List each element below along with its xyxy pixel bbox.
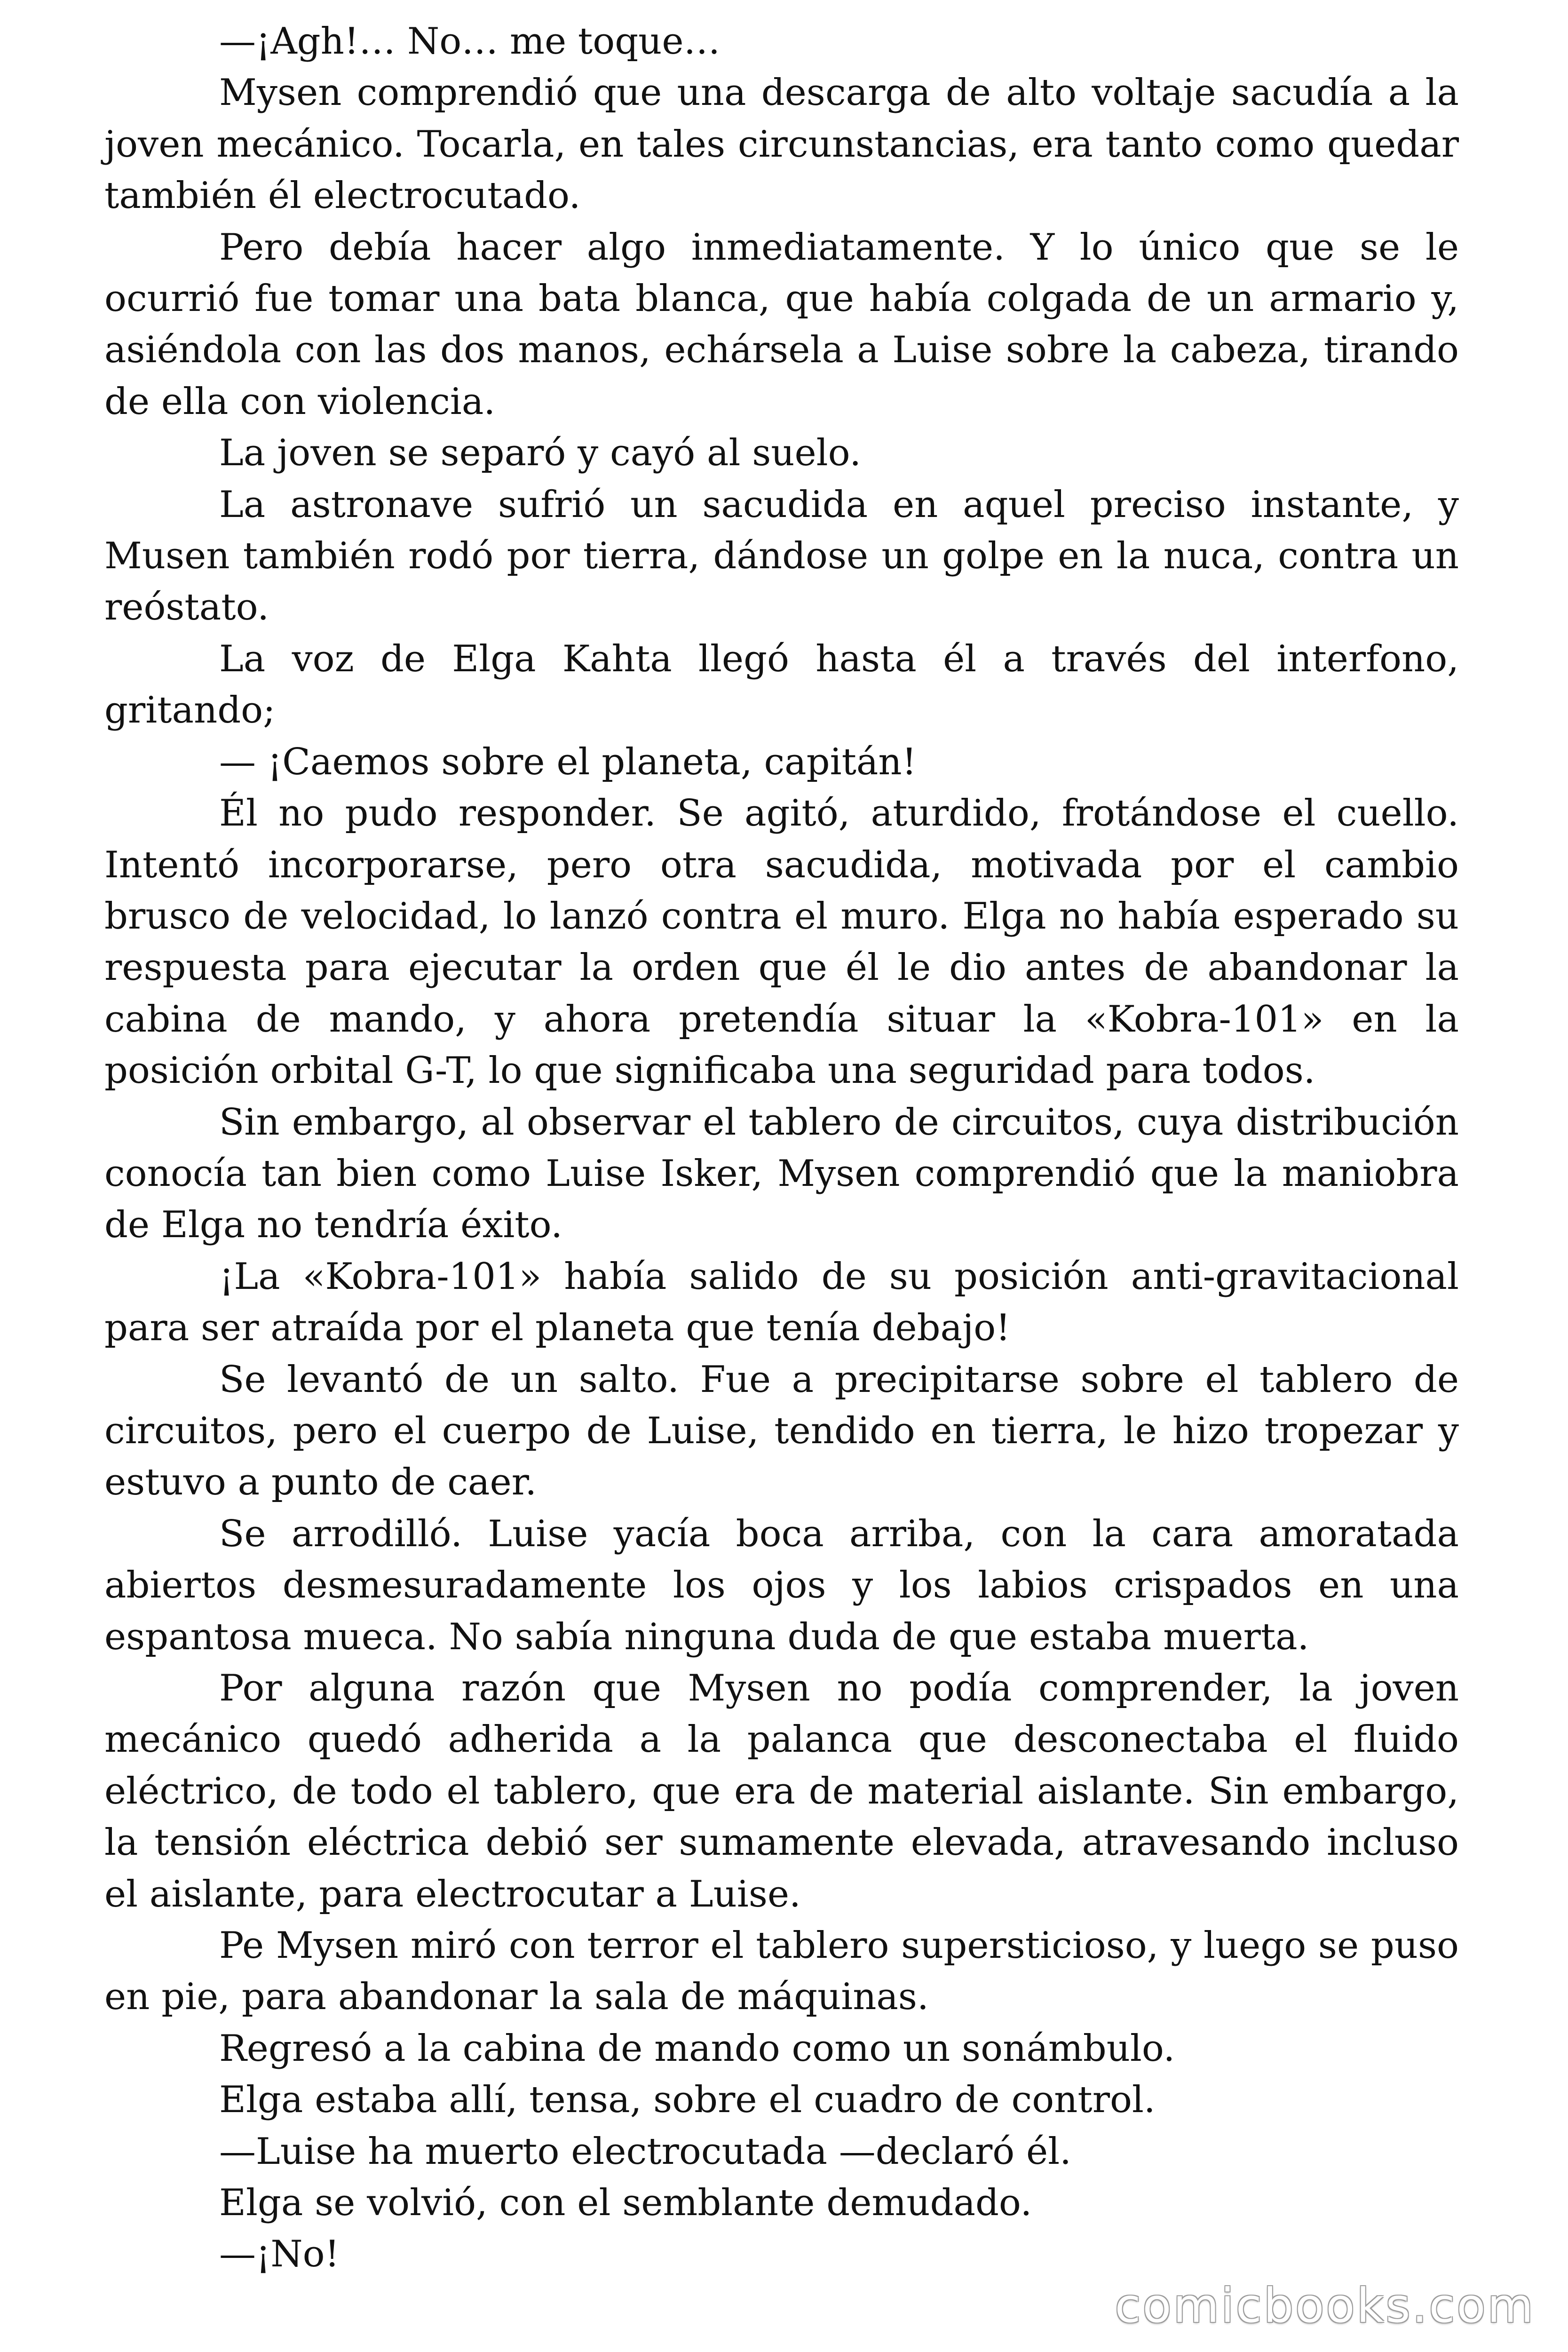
paragraph: Elga estaba allí, tensa, sobre el cuadro de control. [219, 2079, 1156, 2122]
paragraph: Se arrodilló. Luise yacía boca arriba, con la cara amoratada abiertos desmesuradamente los ojos y los labios crispados en una espantosa mueca. No sabía ninguna duda de que estaba muerta. [104, 1512, 1459, 1658]
paragraph: Elga se volvió, con el semblante demudado. [219, 2182, 1032, 2225]
paragraph: Sin embargo, al observar el tablero de circuitos, cuya distribución conocía tan bien como Luise Isker, Mysen comprendió que la maniobra de Elga no tendría éxito. [104, 1101, 1459, 1247]
paragraph: Por alguna razón que Mysen no podía comprender, la joven mecánico quedó adherida a la palanca que desconectaba el fluido eléctrico, de todo el tablero, que era de material aislante. Sin embargo, la tensión eléctrica debió ser sumamente elevada, atravesando incluso el aislante, para electrocutar a Luise. [104, 1667, 1459, 1915]
paragraph: ¡La «Kobra-101» había salido de su posición anti-gravitacional para ser atraída por el planeta que tenía debajo! [104, 1255, 1459, 1350]
paragraph: La joven se separó y cayó al suelo. [219, 432, 861, 475]
watermark: comicbooks.com [1115, 2278, 1535, 2333]
paragraph: Él no pudo responder. Se agitó, aturdido, frotándose el cuello. Intentó incorporarse, pero otra sacudida, motivada por el cambio brusco de velocidad, lo lanzó contra el muro. Elga no había esperado su respuesta para ejecutar la orden que él le dio antes de abandonar la cabina de mando, y ahora pretendía situar la «Kobra-101» en la posición orbital G-T, lo que significaba una seguridad para todos. [104, 792, 1459, 1092]
paragraph: — ¡Caemos sobre el planeta, capitán! [219, 740, 917, 783]
paragraph: —¡Agh!… No… me toque… [219, 20, 721, 63]
paragraph: —Luise ha muerto electrocutada —declaró él. [219, 2130, 1071, 2173]
paragraph: La astronave sufrió un sacudida en aquel preciso instante, y Musen también rodó por tierra, dándose un golpe en la nuca, contra un reóstato. [104, 483, 1459, 629]
paragraph: Mysen comprendió que una descarga de alto voltaje sacudía a la joven mecánico. Tocarla, en tales circunstancias, era tanto como quedar también él electrocutado. [104, 72, 1459, 217]
paragraph: La voz de Elga Kahta llegó hasta él a través del interfono, gritando; [104, 637, 1459, 732]
page-body [104, 16, 1459, 2280]
paragraph: Pero debía hacer algo inmediatamente. Y lo único que se le ocurrió fue tomar una bata blanca, que había colgada de un armario y, asiéndola con las dos manos, echársela a Luise sobre la cabeza, tirando de ella con violencia. [104, 226, 1459, 423]
paragraph: —¡No! [219, 2233, 340, 2276]
paragraph: Se levantó de un salto. Fue a precipitarse sobre el tablero de circuitos, pero el cuerpo de Luise, tendido en tierra, le hizo tropezar y estuvo a punto de caer. [104, 1358, 1459, 1504]
paragraph: Pe Mysen miró con terror el tablero supersticioso, y luego se puso en pie, para abandonar la sala de máquinas. [104, 1924, 1459, 2018]
paragraph: Regresó a la cabina de mando como un sonámbulo. [219, 2027, 1175, 2070]
